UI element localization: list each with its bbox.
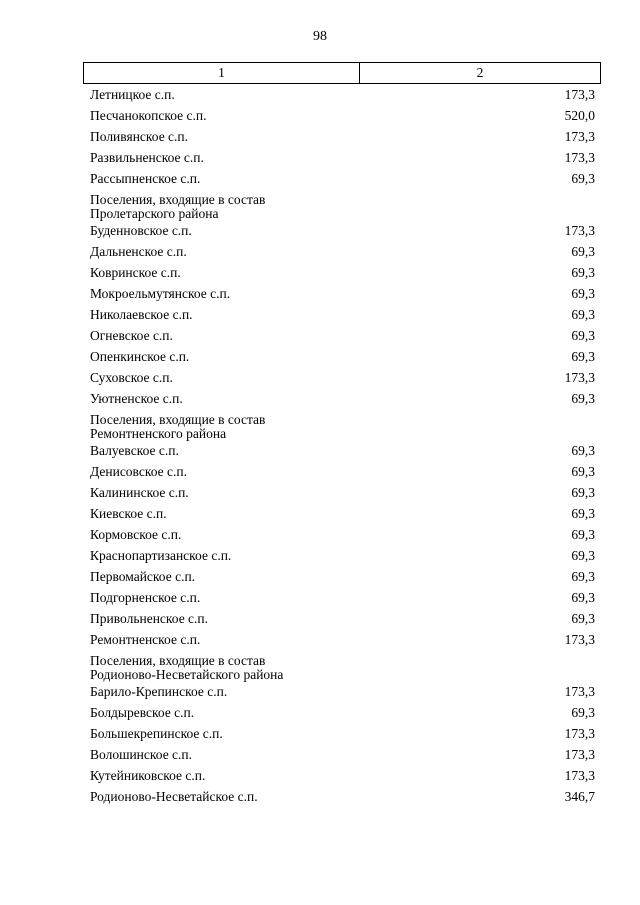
settlement-name: Валуевское с.п. (90, 443, 179, 458)
settlement-name: Песчанокопское с.п. (90, 108, 207, 123)
table-body (90, 86, 595, 809)
settlement-value: 173,3 (564, 150, 595, 165)
settlement-name: Привольненское с.п. (90, 611, 209, 626)
table-row (90, 683, 595, 704)
settlement-value: 69,3 (571, 265, 595, 280)
settlement-value: 173,3 (564, 747, 595, 762)
settlement-name: Развильненское с.п. (90, 150, 204, 165)
settlement-value: 173,3 (564, 684, 595, 699)
settlement-value: 69,3 (571, 611, 595, 626)
table-row (90, 149, 595, 170)
table-row (90, 505, 595, 526)
table-row (90, 746, 595, 767)
settlement-value: 346,7 (564, 789, 595, 804)
table-header (83, 62, 601, 84)
table-row (90, 107, 595, 128)
group-heading-row (90, 191, 595, 222)
settlement-value: 69,3 (571, 286, 595, 301)
table-row (90, 264, 595, 285)
settlement-name: Николаевское с.п. (90, 307, 193, 322)
settlement-name: Болдыревское с.п. (90, 705, 195, 720)
group-heading: Поселения, входящие в состав Пролетарского района (90, 192, 266, 221)
settlement-value: 69,3 (571, 527, 595, 542)
table-row (90, 390, 595, 411)
settlement-value: 173,3 (564, 632, 595, 647)
settlement-value: 69,3 (571, 443, 595, 458)
settlement-value: 69,3 (571, 590, 595, 605)
settlement-value: 69,3 (571, 569, 595, 584)
table-row (90, 767, 595, 788)
page-number: 98 (313, 29, 327, 44)
settlement-value: 69,3 (571, 485, 595, 500)
group-heading-row (90, 411, 595, 442)
settlement-name: Волошинское с.п. (90, 747, 193, 762)
settlement-value: 69,3 (571, 548, 595, 563)
settlement-name: Большекрепинское с.п. (90, 726, 223, 741)
settlement-name: Суховское с.п. (90, 370, 173, 385)
settlement-name: Ковринское с.п. (90, 265, 181, 280)
settlement-value: 69,3 (571, 349, 595, 364)
table-row (90, 369, 595, 390)
table-row (90, 86, 595, 107)
settlement-name: Огневское с.п. (90, 328, 173, 343)
settlement-value: 520,0 (564, 108, 595, 123)
settlement-name: Родионово-Несветайское с.п. (90, 789, 258, 804)
settlement-value: 173,3 (564, 726, 595, 741)
table-row (90, 704, 595, 725)
table-row (90, 348, 595, 369)
table-row (90, 526, 595, 547)
table-row (90, 306, 595, 327)
settlement-value: 173,3 (564, 87, 595, 102)
settlement-name: Опенкинское с.п. (90, 349, 190, 364)
settlement-name: Краснопартизанское с.п. (90, 548, 232, 563)
table-row (90, 547, 595, 568)
settlement-name: Мокроельмутянское с.п. (90, 286, 231, 301)
settlement-name: Подгорненское с.п. (90, 590, 201, 605)
settlement-value: 173,3 (564, 768, 595, 783)
table-row (90, 442, 595, 463)
settlement-value: 69,3 (571, 328, 595, 343)
settlement-name: Уютненское с.п. (90, 391, 183, 406)
table-row (90, 725, 595, 746)
settlement-value: 69,3 (571, 391, 595, 406)
table-row (90, 788, 595, 809)
settlement-name: Поливянское с.п. (90, 129, 189, 144)
settlement-value: 69,3 (571, 244, 595, 259)
settlement-name: Барило-Крепинское с.п. (90, 684, 228, 699)
settlement-value: 173,3 (564, 129, 595, 144)
table-row (90, 285, 595, 306)
header-column-1: 1 (84, 63, 360, 83)
settlement-name: Киевское с.п. (90, 506, 167, 521)
settlement-value: 69,3 (571, 464, 595, 479)
table-row (90, 568, 595, 589)
settlement-name: Калининское с.п. (90, 485, 189, 500)
header-column-2: 2 (476, 65, 484, 80)
table-row (90, 128, 595, 149)
table-row (90, 484, 595, 505)
settlement-name: Первомайское с.п. (90, 569, 196, 584)
group-heading: Поселения, входящие в состав Родионово-Несветайского района (90, 653, 284, 682)
settlement-name: Дальненское с.п. (90, 244, 187, 259)
table-row (90, 631, 595, 652)
settlement-name: Ремонтненское с.п. (90, 632, 201, 647)
group-heading-row (90, 652, 595, 683)
settlement-name: Кутейниковское с.п. (90, 768, 206, 783)
settlement-value: 69,3 (571, 307, 595, 322)
table-row (90, 243, 595, 264)
table-row (90, 463, 595, 484)
table-row (90, 170, 595, 191)
settlement-value: 173,3 (564, 223, 595, 238)
table-row (90, 222, 595, 243)
settlement-name: Кормовское с.п. (90, 527, 182, 542)
settlement-name: Летницкое с.п. (90, 87, 175, 102)
settlement-name: Рассыпненское с.п. (90, 171, 201, 186)
table-row (90, 589, 595, 610)
table-row (90, 327, 595, 348)
settlement-value: 69,3 (571, 171, 595, 186)
settlement-value: 173,3 (564, 370, 595, 385)
settlement-value: 69,3 (571, 506, 595, 521)
table-row (90, 610, 595, 631)
group-heading: Поселения, входящие в состав Ремонтненского района (90, 412, 266, 441)
settlement-value: 69,3 (571, 705, 595, 720)
settlement-name: Денисовское с.п. (90, 464, 187, 479)
settlement-name: Буденновское с.п. (90, 223, 192, 238)
